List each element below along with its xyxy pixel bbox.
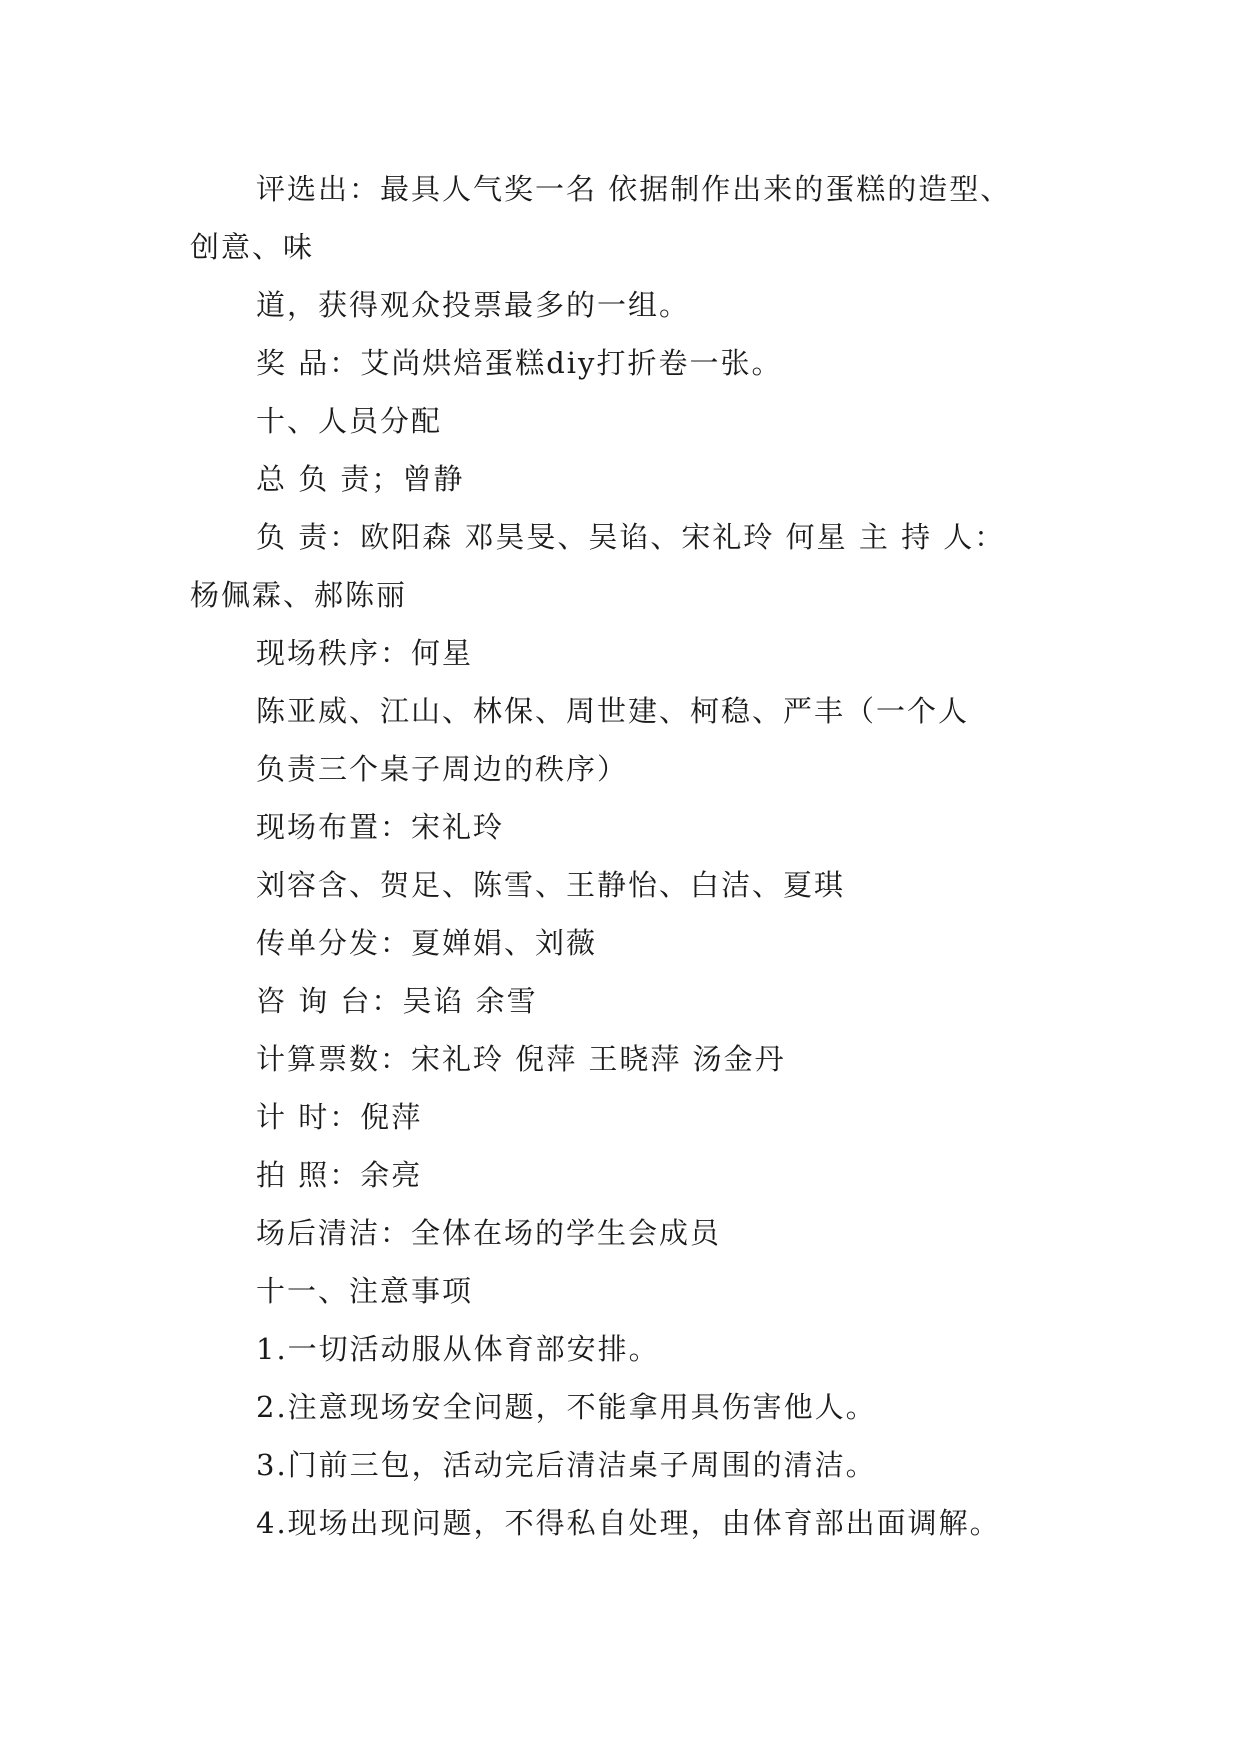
list-item: 4.现场出现问题，不得私自处理，由体育部出面调解。 [256,1506,1001,1540]
list-item: 1.一切活动服从体育部安排。 [256,1332,660,1366]
paragraph-line: 评选出：最具人气奖一名 依据制作出来的蛋糕的造型、 [256,172,1012,206]
paragraph-line: 计 时：倪萍 [256,1100,423,1134]
paragraph-line: 道，获得观众投票最多的一组。 [256,288,691,322]
paragraph-line: 传单分发：夏婵娟、刘薇 [256,926,598,960]
paragraph-line: 奖 品：艾尚烘焙蛋糕diy打折卷一张。 [256,346,783,380]
paragraph-line: 负责三个桌子周边的秩序） [256,752,629,786]
paragraph-line: 陈亚威、江山、林保、周世建、柯稳、严丰（一个人 [256,694,970,728]
section-heading: 十、人员分配 [256,404,443,438]
paragraph-line: 创意、味 [190,230,315,264]
paragraph-line: 咨 询 台：吴谄 余雪 [256,984,538,1018]
section-heading: 十一、注意事项 [256,1274,474,1308]
paragraph-line: 总 负 责；曾静 [256,462,465,496]
document-body [190,160,1080,1552]
paragraph-line: 拍 照：余亮 [256,1158,423,1192]
paragraph-line: 负 责：欧阳森 邓昊旻、吴谄、宋礼玲 何星 主 持 人： [256,520,1006,554]
paragraph-line: 现场秩序：何星 [256,636,474,670]
paragraph-line: 刘容含、贺足、陈雪、王静怡、白洁、夏琪 [256,868,846,902]
paragraph-line: 场后清洁：全体在场的学生会成员 [256,1216,722,1250]
list-item: 3.门前三包，活动完后清洁桌子周围的清洁。 [256,1448,877,1482]
paragraph-line: 杨佩霖、郝陈丽 [190,578,408,612]
paragraph-line: 计算票数：宋礼玲 倪萍 王晓萍 汤金丹 [256,1042,786,1076]
paragraph-line: 现场布置：宋礼玲 [256,810,505,844]
list-item: 2.注意现场安全问题，不能拿用具伤害他人。 [256,1390,877,1424]
